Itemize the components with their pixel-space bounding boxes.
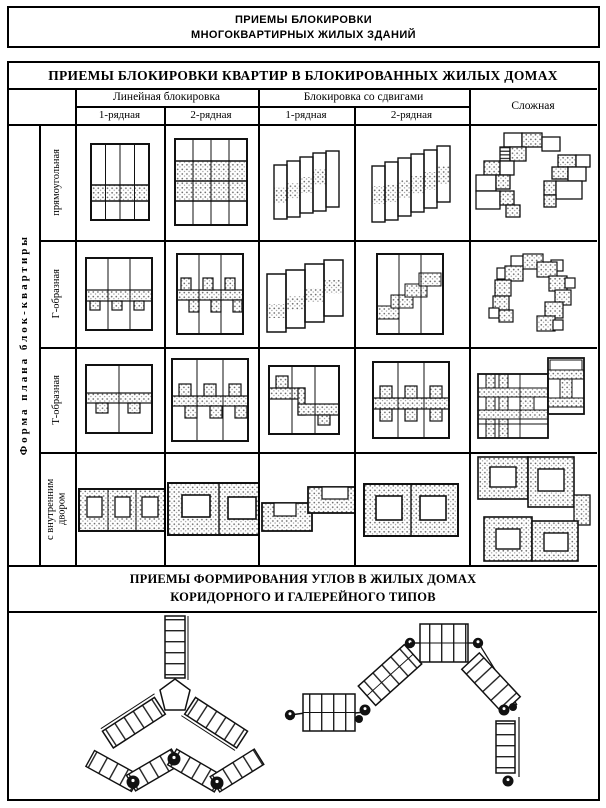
cell-r4c3 xyxy=(258,452,354,565)
section-header xyxy=(9,565,597,611)
diagram-l-shape-linear-1row xyxy=(83,254,157,334)
diagram-rectangular-shift-2row xyxy=(369,134,455,230)
row-label-rectangular: прямоугольная xyxy=(51,148,63,216)
cell-r3c4 xyxy=(354,347,469,452)
cell-r3c3 xyxy=(258,347,354,452)
row-label-l-shape: Г-образная xyxy=(51,268,63,319)
row-label-courtyard: с внутренним двором xyxy=(45,477,68,540)
col-group-linear: Линейная блокировка xyxy=(112,91,221,103)
page-title-line2: МНОГОКВАРТИРНЫХ ЖИЛЫХ ЗДАНИЙ xyxy=(191,28,416,41)
cell-r2c5 xyxy=(469,240,597,347)
diagram-courtyard-shift-2row xyxy=(360,480,464,538)
chain-of-angled-blocks-plan xyxy=(285,624,520,787)
row-label-t-shape: Т-образная xyxy=(51,374,63,425)
diagram-t-shape-shift-1row xyxy=(266,360,346,440)
col-group-shift: Блокировка со сдвигами xyxy=(303,91,424,103)
section-header-line1: ПРИЕМЫ ФОРМИРОВАНИЯ УГЛОВ В ЖИЛЫХ ДОМАХ xyxy=(129,571,477,586)
diagram-courtyard-linear-2row xyxy=(164,477,258,541)
cell-r3c2 xyxy=(164,347,258,452)
zigzag-corner-plan xyxy=(86,749,264,792)
cell-r4c1 xyxy=(75,452,164,565)
diagram-rectangular-linear-2row xyxy=(172,136,250,228)
stub-label-text: Форма плана блок-квартиры xyxy=(17,233,30,456)
diagram-l-shape-complex xyxy=(485,250,581,338)
cell-r1c2 xyxy=(164,124,258,240)
cell-r2c3 xyxy=(258,240,354,347)
col-complex: Сложная xyxy=(511,100,555,112)
diagram-rectangular-linear-1row xyxy=(88,141,152,223)
diagram-l-shape-shift-2row xyxy=(374,248,450,340)
diagram-t-shape-shift-2row xyxy=(370,356,454,444)
subcol-3: 1-рядная xyxy=(285,109,327,121)
diagram-courtyard-complex xyxy=(470,453,596,565)
diagram-courtyard-shift-1row xyxy=(258,483,354,535)
cell-r4c5 xyxy=(469,452,597,565)
cell-r2c1 xyxy=(75,240,164,347)
diagram-t-shape-linear-1row xyxy=(83,361,157,439)
title-box xyxy=(7,6,600,48)
content-box xyxy=(7,61,600,801)
stub-column xyxy=(9,124,39,565)
subcol-4: 2-рядная xyxy=(390,109,433,121)
section-header-line2: КОРИДОРНОГО И ГАЛЕРЕЙНОГО ТИПОВ xyxy=(170,590,436,604)
diagram-courtyard-linear-1row xyxy=(75,481,164,537)
y-shaped-corner-plan xyxy=(101,616,248,750)
cell-r1c1 xyxy=(75,124,164,240)
diagram-l-shape-shift-1row xyxy=(264,252,348,336)
page-title-line1: ПРИЕМЫ БЛОКИРОВКИ xyxy=(234,13,373,26)
cell-r3c5 xyxy=(469,347,597,452)
diagram-rectangular-shift-1row xyxy=(271,139,341,225)
cell-r4c4 xyxy=(354,452,469,565)
cell-r4c2 xyxy=(164,452,258,565)
cell-r1c5 xyxy=(469,124,597,240)
diagram-t-shape-complex xyxy=(474,354,592,446)
subcol-1: 1-рядная xyxy=(98,109,141,121)
subcol-2: 2-рядная xyxy=(190,109,232,121)
diagram-rectangular-complex xyxy=(470,129,596,235)
diagram-l-shape-linear-2row xyxy=(174,250,248,338)
cell-r1c3 xyxy=(258,124,354,240)
table-header: ПРИЕМЫ БЛОКИРОВКИ КВАРТИР В БЛОКИРОВАННЫХ ЖИЛЫХ ДОМАХ xyxy=(48,67,558,83)
diagram-t-shape-linear-2row xyxy=(169,354,253,446)
cell-r2c4 xyxy=(354,240,469,347)
cell-r3c1 xyxy=(75,347,164,452)
cell-r1c4 xyxy=(354,124,469,240)
cell-r2c2 xyxy=(164,240,258,347)
corner-formation-diagrams xyxy=(9,613,597,798)
